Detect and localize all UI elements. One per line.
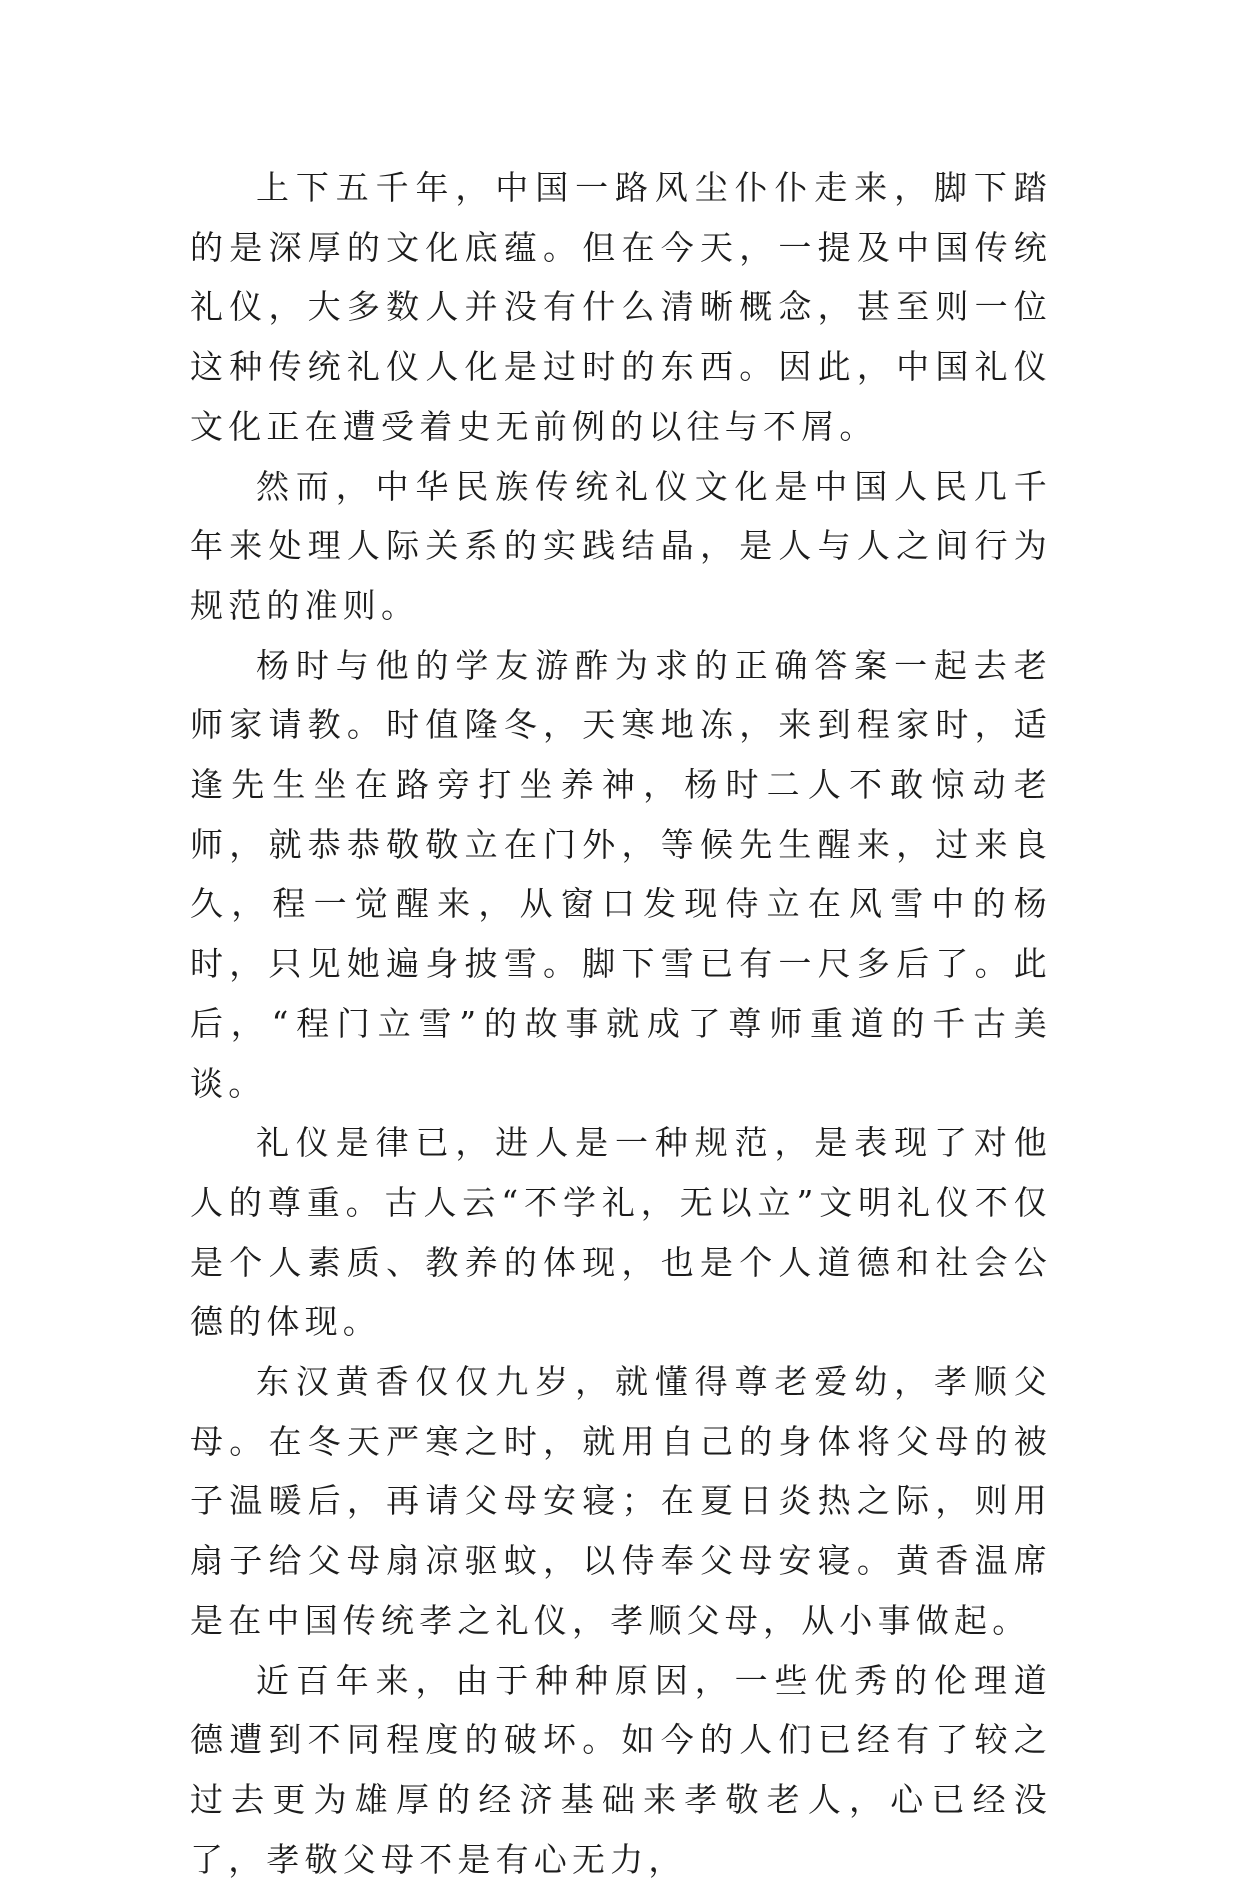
- paragraph-6: 近百年来，由于种种原因，一些优秀的伦理道德遭到不同程度的破坏。如今的人们已经有了较之过去更为雄厚的经济基础来孝敬老人，心已经没了，孝敬父母不是有心无力，: [190, 1660, 1052, 1879]
- paragraph-3: 杨时与他的学友游酢为求的正确答案一起去老师家请教。时值隆冬，天寒地冻，来到程家时，适逢先生坐在路旁打坐养神，杨时二人不敢惊动老师，就恭恭敬敬立在门外，等候先生醒来，过来良久，程一觉醒来，从窗口发现侍立在风雪中的杨时，只见她遍身披雪。脚下雪已有一尺多后了。此后，“程门立雪”的故事就成了尊师重道的千古美谈。: [190, 645, 1052, 1103]
- paragraph-2: 然而，中华民族传统礼仪文化是中国人民几千年来处理人际关系的实践结晶，是人与人之间行为规范的准则。: [190, 466, 1052, 625]
- paragraph-5: 东汉黄香仅仅九岁，就懂得尊老爱幼，孝顺父母。在冬天严寒之时，就用自己的身体将父母的被子温暖后，再请父母安寝；在夏日炎热之际，则用扇子给父母扇凉驱蚊，以侍奉父母安寝。黄香温席是在中国传统孝之礼仪，孝顺父母，从小事做起。: [190, 1362, 1052, 1640]
- document-body: [190, 158, 1052, 1889]
- paragraph-1: 上下五千年，中国一路风尘仆仆走来，脚下踏的是深厚的文化底蕴。但在今天，一提及中国传统礼仪，大多数人并没有什么清晰概念，甚至则一位这种传统礼仪人化是过时的东西。因此，中国礼仪文化正在遭受着史无前例的以往与不屑。: [190, 168, 1052, 446]
- paragraph-4: 礼仪是律已，进人是一种规范，是表现了对他人的尊重。古人云“不学礼，无以立”文明礼仪不仅是个人素质、教养的体现，也是个人道德和社会公德的体现。: [190, 1123, 1052, 1342]
